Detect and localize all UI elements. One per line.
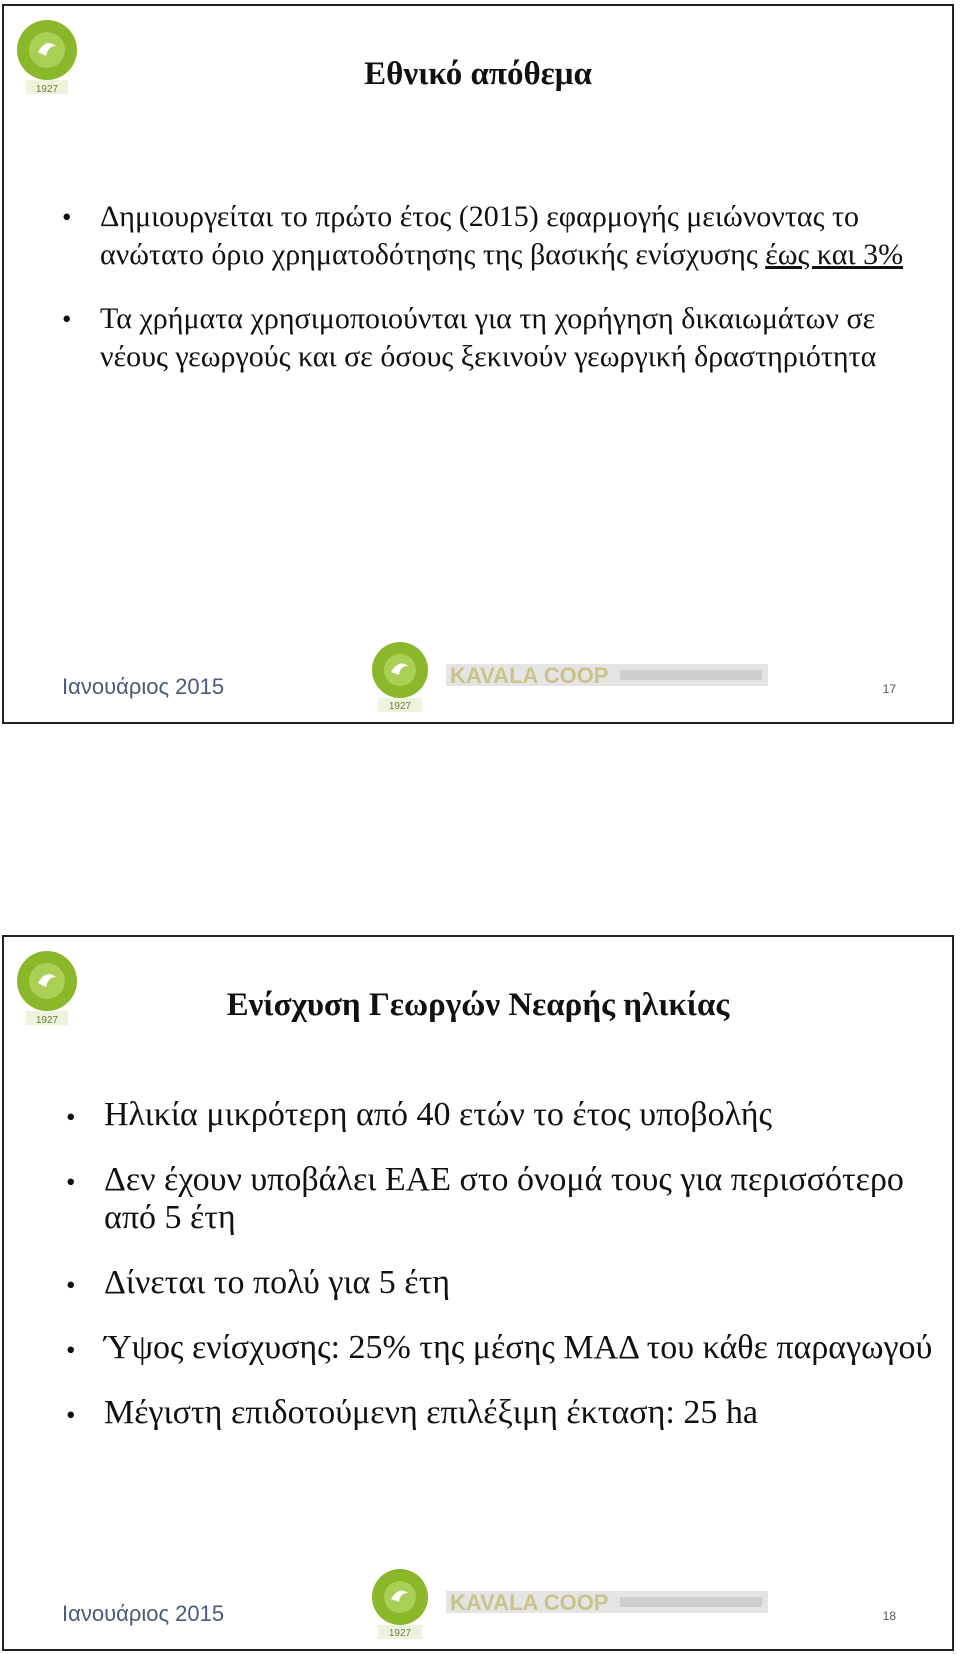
bullet-item: • Τα χρήματα χρησιμοποιούνται για τη χορήγηση δικαιωμάτων σε νέους γεωργούς και σε όσους ξεκινούν γεωργική δραστηριότητα xyxy=(62,300,922,376)
bullet-item: • Ηλικία μικρότερη από 40 ετών το έτος υποβολής xyxy=(66,1096,936,1134)
slide-18 xyxy=(2,935,954,1651)
slide-17 xyxy=(2,4,954,724)
kavala-coop-banner-logo xyxy=(370,1567,790,1643)
svg-text:1927: 1927 xyxy=(35,84,59,95)
bullet-item: • Δεν έχουν υποβάλει ΕΑΕ στο όνομά τους για περισσότερο από 5 έτη xyxy=(66,1161,936,1237)
footer-date: Ιανουάριος 2015 xyxy=(62,674,225,699)
kavala-coop-banner-logo xyxy=(370,640,790,716)
svg-text:KAVALA COOP: KAVALA COOP xyxy=(450,663,609,688)
bullet-item: • Μέγιστη επιδοτούμενη επιλέξιμη έκταση: 25 ha xyxy=(66,1394,936,1432)
page-number: 18 xyxy=(882,1609,896,1623)
footer-date: Ιανουάριος 2015 xyxy=(62,1601,225,1626)
bullet-list xyxy=(62,198,922,402)
bullet-list xyxy=(66,1096,936,1459)
slide-title: Εθνικό απόθεμα xyxy=(364,56,592,92)
svg-text:1927: 1927 xyxy=(388,1628,412,1639)
svg-text:1927: 1927 xyxy=(388,701,412,712)
bullet-item: • Δημιουργείται το πρώτο έτος (2015) εφαρμογής μειώνοντας το ανώτατο όριο χρηματοδότησης της βασικής ενίσχυσης έως και 3% xyxy=(62,198,922,274)
svg-text:KAVALA COOP: KAVALA COOP xyxy=(450,1590,609,1615)
bullet-item: • Δίνεται το πολύ για 5 έτη xyxy=(66,1264,936,1302)
slide-title: Ενίσχυση Γεωργών Νεαρής ηλικίας xyxy=(226,987,730,1023)
svg-text:1927: 1927 xyxy=(35,1015,59,1026)
page-number: 17 xyxy=(882,682,896,696)
bullet-item: • Ύψος ενίσχυσης: 25% της μέσης ΜΑΔ του κάθε παραγωγού xyxy=(66,1329,936,1367)
underlined-text: έως και 3% xyxy=(765,238,904,271)
